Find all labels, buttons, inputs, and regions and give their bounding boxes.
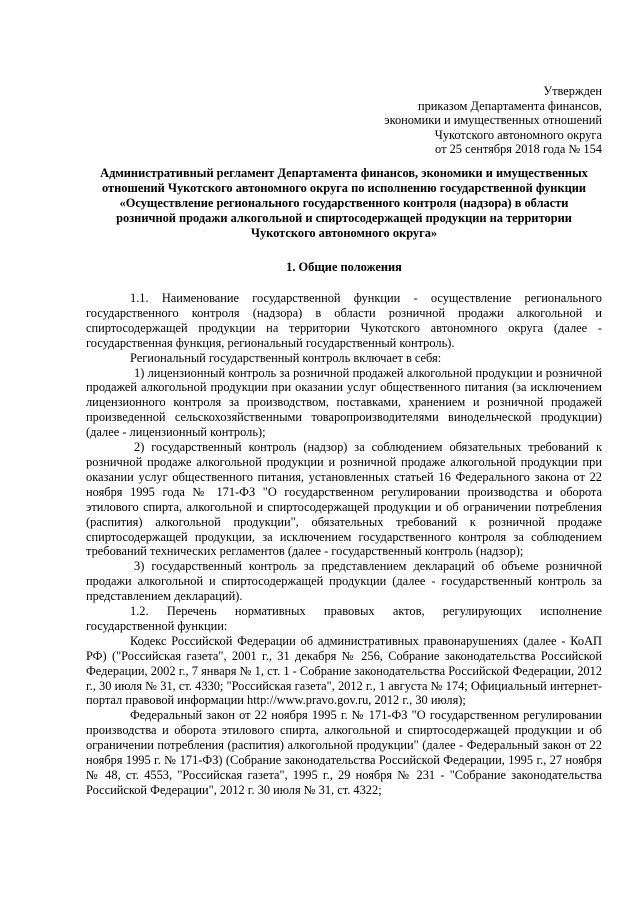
paragraph-koap: Кодекс Российской Федерации об административных правонарушениях (далее - КоАП РФ) ("Российская газета", 2001 г., 31 декабря № 256, Собрание законодательства Российской Федерации, 2002 г., 7 января № 1, ст. 1 - Собрание законодательства Российской Федерации, 2012 г., 30 июля № 31, ст. 4330; "Российская газета", 2012 г., 1 августа № 174; Официальный интернет-портал правовой информации http://www.pravo.gov.ru, 2012 г., 30 июля);: [86, 633, 602, 708]
title-line: розничной продажи алкогольной и спиртосодержащей продукции на территории: [116, 211, 572, 225]
approval-line: от 25 сентября 2018 года № 154: [435, 142, 602, 157]
approval-line: Утвержден: [543, 84, 602, 98]
approval-line: экономики и имущественных отношений: [384, 113, 602, 128]
paragraph-federal-law: Федеральный закон от 22 ноября 1995 г. № 171-ФЗ "О государственном регулировании производства и оборота этилового спирта, алкогольной и спиртосодержащей продукции и об ограничении потребления (распития) алкогольной продукции" (далее - Федеральный закон от 22 ноября 1995 г. № 171-ФЗ) (Собрание законодательства Российской Федерации, 1995 г., 27 ноября № 48, ст. 4553, "Российская газета", 1995 г., 29 ноября № 231 - "Собрание законодательства Российской Федерации", 2012 г. 30 июля № 31, ст. 4322;: [86, 708, 602, 797]
title-line: Административный регламент Департамента финансов, экономики и имущественных: [100, 166, 588, 180]
section-heading: 1. Общие положения: [286, 260, 402, 274]
paragraph-item-3: 3) государственный контроль за представлением деклараций об объеме розничной продажи алкогольной и спиртосодержащей продукции (далее - государственный контроль за представлением деклараций).: [86, 559, 602, 604]
paragraph-item-1: 1) лицензионный контроль за розничной продажей алкогольной продукции и розничной продажей алкогольной продукции при оказании услуг общественного питания (за исключением лицензионного контроля за производством, поставками, хранением и розничной продажей произведенной сельскохозяйственными товаропроизводителями винодельческой продукции) (далее - лицензионный контроль);: [86, 365, 602, 440]
title-line: отношений Чукотского автономного округа по исполнению государственной функции: [101, 181, 587, 195]
title-line: «Осуществление регионального государственного контроля (надзора) в области: [119, 196, 569, 210]
title-line: Чукотского автономного округа»: [250, 226, 438, 240]
approval-line: приказом Департамента финансов,: [417, 98, 602, 113]
document-title: [84, 166, 604, 241]
document-body: [86, 291, 602, 798]
paragraph-1-2: 1.2. Перечень нормативных правовых актов, регулирующих исполнение государственной функции:: [86, 604, 602, 633]
paragraph-1-1: 1.1. Наименование государственной функции - осуществление регионального государственного контроля (надзора) в области розничной продажи алкогольной и спиртосодержащей продукции на территории Чукотского автономного округа (далее - государственная функция, региональный государственный контроль).: [86, 291, 602, 350]
approval-line: Чукотского автономного округа: [434, 127, 602, 142]
paragraph-control-intro: Региональный государственный контроль включает в себя:: [130, 350, 442, 365]
approval-block: [302, 84, 602, 157]
paragraph-item-2: 2) государственный контроль (надзор) за соблюдением обязательных требований к розничной продаже алкогольной продукции и розничной продаже алкогольной продукции при оказании услуг общественного питания, установленных статьей 16 Федерального закона от 22 ноября 1995 года № 171-ФЗ "О государственном регулировании производства и оборота этилового спирта, алкогольной и спиртосодержащей продукции и об ограничении потребления (распития) алкогольной продукции", обязательных требований к розничной продаже спиртосодержащей продукции, за исключением государственного контроля за соблюдением требований технических регламентов (далее - государственный контроль (надзор);: [86, 440, 602, 559]
